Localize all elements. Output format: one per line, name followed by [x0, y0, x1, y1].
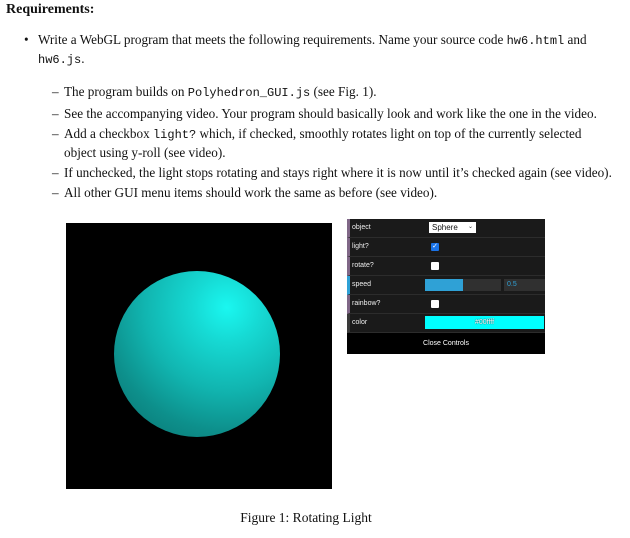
list-item: – See the accompanying video. Your program should basically look and work like the one in the video. [52, 106, 597, 121]
light-checkbox[interactable]: ✓ [432, 243, 438, 250]
lit-sphere [114, 271, 280, 437]
speed-slider-fill [425, 279, 463, 291]
object-select-value: Sphere [432, 223, 458, 232]
list-item: – All other GUI menu items should work the same as before (see video). [52, 185, 438, 200]
gui-row-light [347, 238, 545, 257]
list-item: – Add a checkbox light? which, if checked, smoothly rotates light on top of the currently selected object using y-roll (see video). [52, 126, 582, 160]
color-picker[interactable]: #00ffff [425, 316, 544, 329]
list-item: – The program builds on Polyhedron_GUI.js (see Fig. 1). [52, 84, 377, 100]
rotate-checkbox[interactable] [431, 262, 439, 270]
light-label: light? [352, 243, 369, 250]
bullet-text-mid: and [564, 32, 587, 47]
code-checkbox-name: light? [152, 128, 197, 142]
chevron-down-icon: ⌄ [467, 224, 473, 230]
close-controls-button[interactable]: Close Controls [347, 333, 545, 354]
gui-row-object [347, 219, 545, 238]
speed-label: speed [352, 281, 372, 288]
sub-requirements [52, 83, 616, 201]
object-select[interactable] [429, 222, 476, 233]
main-bullet [24, 31, 616, 69]
file-name-js: hw6.js [38, 53, 82, 67]
bullet-dot: • [24, 32, 29, 47]
webgl-canvas[interactable] [66, 223, 332, 489]
figure-caption: Figure 1: Rotating Light [240, 510, 372, 525]
speed-slider[interactable] [425, 279, 501, 291]
gui-row-rainbow [347, 295, 545, 314]
code-filename: Polyhedron_GUI.js [187, 86, 311, 100]
rainbow-label: rainbow? [352, 300, 381, 307]
rainbow-checkbox[interactable] [431, 300, 439, 308]
color-label: color [352, 319, 368, 326]
gui-row-color [347, 314, 545, 333]
bullet-text-post: . [81, 51, 85, 66]
object-label: object [352, 224, 371, 231]
list-item: – If unchecked, the light stops rotating and stays right where it is now until it’s checked again (see video). [52, 165, 612, 180]
file-name-html: hw6.html [506, 34, 565, 48]
gui-row-rotate [347, 257, 545, 276]
requirements-heading: Requirements: [6, 2, 95, 17]
rotate-label: rotate? [352, 262, 374, 269]
gui-row-speed [347, 276, 545, 295]
bullet-text-pre: Write a WebGL program that meets the following requirements. Name your source code [38, 32, 507, 47]
speed-input[interactable]: 0.5 [504, 279, 545, 291]
gui-panel [347, 219, 545, 354]
requirements-list [24, 31, 616, 204]
